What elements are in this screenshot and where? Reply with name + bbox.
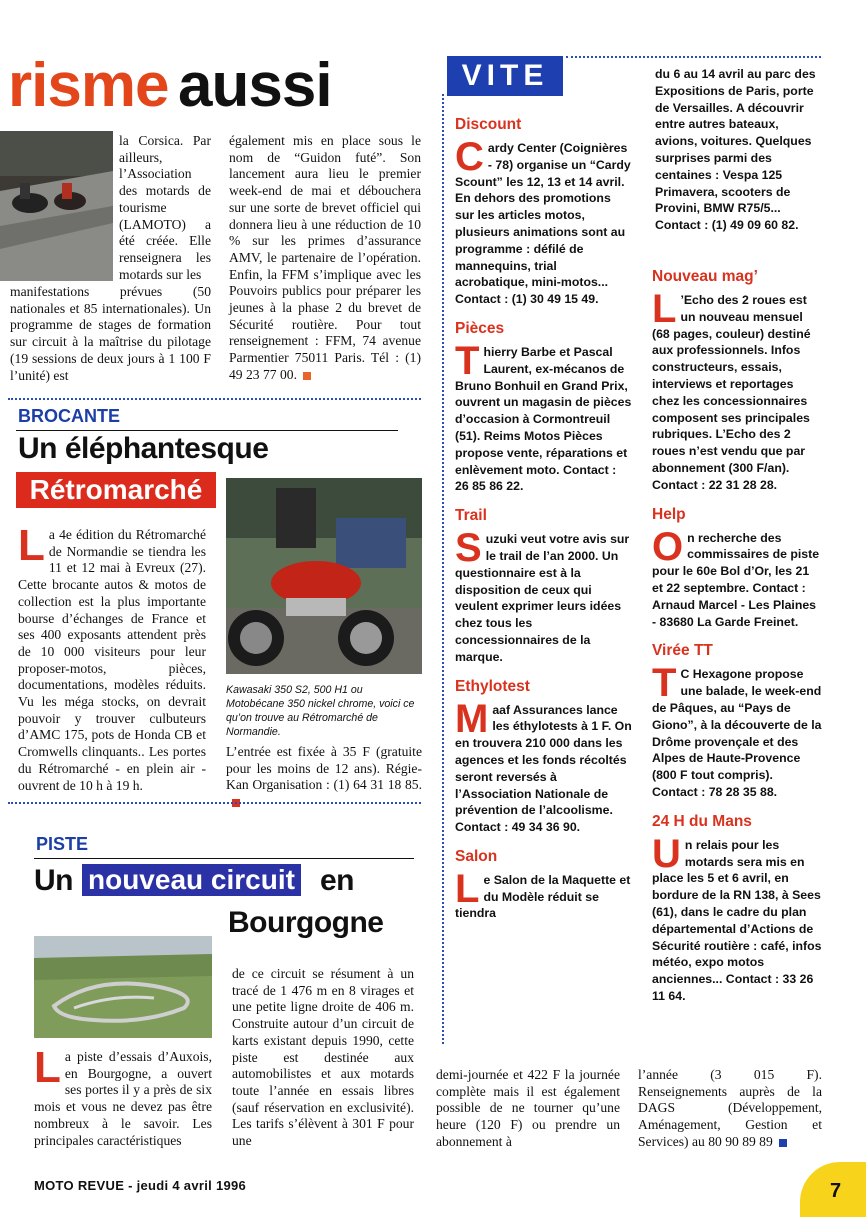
vite-brief-head: Trail [455,507,487,525]
vite-brief-dropcap: L [455,866,480,911]
vite-brief-text [652,524,822,631]
vite-brief-text [455,135,633,308]
piste-col4-text: l’année (3 015 F). Renseignements auprès de la DAGS (Développement, Aménagement, Gestion et Services) au 80 90 89 89 [638,1067,822,1149]
footer-left: MOTO REVUE - jeudi 4 avril 1996 [34,1178,247,1193]
vite-brief [455,848,633,922]
vite-brief [455,678,633,836]
vite-brief-dropcap: S [455,526,482,571]
brocante-after-caption [226,744,422,811]
bikers-photo [0,131,113,281]
brocante-rubric: BROCANTE [18,406,120,426]
brocante-dropcap: L [18,521,45,570]
tourisme-col2-text: également mis en place sous le nom de “Guidon futé”. Son lancement aura lieu le premier week-end de mai et débouchera sur une sorte de brevet officiel qui donnera lieu à une réduction de 10 % sur les primes d’assurance AMV, le partenaire de l’opération. Enfin, la FFM s’implique avec les Pouvoirs publics pour préparer les jeunes à la phase 2 du brevet de Sécurité routière. Pour tout renseignement : FFM, 74 avenue Parmentier 75011 Paris. Tél : (1) 49 23 77 00. [229,133,421,382]
vite-brief [652,268,822,494]
brocante-title: Un éléphantesque [18,432,269,465]
vite-left-border [442,94,444,1044]
vite-brief [652,642,822,800]
piste-col3: demi-journée et 422 F la journée complète mais il est également possible de ne tourner qu’une heure (120 F) ou prendre un abonnement à [436,1067,620,1149]
vite-brief-head: Nouveau mag’ [652,268,758,285]
brocante-rule [16,430,398,431]
piste-col1-text: a piste d’essais d’Auxois, en Bourgogne, a ouvert ses portes il y a près de six mois et vous ne devez pas être nombreux à le savoir. Les principales caractéristiques [34,1049,212,1148]
vite-brief-text [455,696,633,836]
piste-dropcap: L [34,1043,61,1092]
vite-brief-dropcap: M [455,696,489,741]
vite-brief-head: Salon [455,847,498,865]
vite-brief-body: uzuki veut votre avis sur le trail de l’an 2000. Un questionnaire est à la disposition de ceux qui veulent exprimer leurs idées chez tous les concessionnaires de la marque. [455,532,630,664]
end-mark-icon [303,372,311,380]
tourisme-col1-bottom: manifestations prévues (50 nationales et 85 internationales). Un programme de stages de formation sur circuit à la maîtrise du pilotage (19 sessions de deux jours à 1 100 F l’unité) est [10,284,211,383]
vite-brief-text [455,866,633,922]
piste-title-box: nouveau circuit [82,864,301,896]
piste-title-line2: Bourgogne [228,906,384,939]
piste-title-post: en [320,864,355,897]
vite-brief-dropcap: T [455,338,480,383]
brocante-body-text: a 4e édition du Rétromarché de Normandie se tiendra les 11 et 12 mai à Evreux (27). Cette brocante autos & motos de collection est la plus importante bourse d’échanges de France et ses 400 exposants attendent près de 10 000 visiteurs pour leur proposer-motos, pièces, documentations, modèles réduits. Vu les méga stocks, on devrait pouvoir y trouver culbuteurs d’AMC 175, pots de Honda CB et Cromwells clinquants.. Les portes du Rétromarché - en plein air - ouvrent de 10 h à 19 h. [18,527,206,793]
vite-brief-text [652,831,822,1005]
piste-col1 [34,1043,212,1149]
vite-brief-head: Ethylotest [455,677,530,695]
vite-brief-text [455,526,633,665]
vite-title: VITE [447,56,563,96]
piste-col4 [638,1067,822,1151]
vite-brief [455,507,633,665]
vite-brief [455,116,633,308]
page-number: 7 [830,1180,842,1202]
retromarche-photo [226,478,422,674]
vite-brief-head: 24 H du Mans [652,812,752,830]
vite-brief-body: ardy Center (Coignières - 78) organise un “Cardy Scount” les 12, 13 et 14 avril. En dehors des promotions sur les articles motos, plusieurs animations sont au programme : défilé de mannequins, trial acrobatique, mini-motos... Contact : (1) 30 49 15 49. [455,141,631,307]
retromarche-caption: Kawasaki 350 S2, 500 H1 ou Motobécane 350 nickel chrome, voici ce qu’on trouve au Rétromarché de Normandie. [226,684,415,738]
end-mark-icon [779,1139,787,1147]
headline-part2: aussi [178,51,332,120]
brocante-after-text: L’entrée est fixée à 35 F (gratuite pour les moins de 12 ans). Régie-Kan Organisation : (1) 64 31 18 85. [226,744,422,793]
vite-brief-body: n recherche des commissaires de piste pour le 60e Bol d’Or, les 21 et 22 septembre. Contact : Arnaud Marcel - Les Plaines - 83680 La Garde Freinet. [652,530,820,629]
vite-brief-dropcap: C [455,135,484,179]
section-divider [8,802,421,804]
vite-brief [652,813,822,1005]
vite-brief-text [652,661,822,800]
vite-brief-head: Pièces [455,319,505,337]
piste-rubric: PISTE [36,834,89,854]
piste-col2: de ce circuit se résument à un tracé de 1 476 m en 8 virages et une petite ligne droite de 406 m. Construite autour d’un circuit de karts existant depuis 1990, cette piste est destinée aux automobilistes et aux motards toute l’année en essais libres (sauf réservation en exclusivité). Les tarifs s’élèvent à 301 F pour une [232,966,414,1149]
vite-brief-body: e Salon de la Maquette et du Modèle réduit se tiendra [455,872,631,921]
vite-brief-dropcap: U [652,831,681,876]
tourisme-col1-top: la Corsica. Par ailleurs, l’Association des motards de tourisme (LAMOTO) a été créée. Elle renseignera les motards sur les [119,133,211,282]
vite-brief-text [455,338,633,495]
vite-brief-dropcap: L [652,287,677,331]
vite-top-border [566,56,821,58]
vite-brief [455,320,633,495]
vite-brief-dropcap: O [652,524,684,569]
vite-brief-body: n relais pour les motards sera mis en place les 5 et 6 avril, en bordure de la RN 138, à Sees (61), dans le cadre du plan départemental d’Actions de Sécurité routière : café, infos météo, expo motos anciennes... Contact : 33 26 11 64. [652,837,822,1003]
vite-brief-text [652,287,822,494]
brocante-box-title: Rétromarché [16,472,216,508]
circuit-photo [34,936,212,1038]
vite-col1 [455,116,633,934]
vite-brief-body: hierry Barbe et Pascal Laurent, ex-mécanos de Bruno Bonhuil en Grand Prix, ouvrent un magasin de pièces d’occasion à Cormontreuil (51). Reims Motos Pièces propose vente, réparations et enlèvement moto. Contact : 26 85 86 22. [455,344,632,494]
headline-part1: risme [8,51,169,120]
vite-brief-head: Virée TT [652,642,713,660]
brocante-body [18,521,206,794]
vite-brief-body: aaf Assurances lance les éthylotests à 1 F. On en trouvera 210 000 dans les agences et les fonds récoltés seront reversés à l’Association Nationale de prévention de l’alcoolisme. Contact : 49 34 36 90. [455,702,632,835]
vite-brief-head: Discount [455,116,522,133]
vite-brief-head: Help [652,505,686,523]
vite-col2-intro: du 6 au 14 avril au parc des Expositions de Paris, porte de Versailles. A découvrir entre autres bateaux, avions, voitures. Quelques surprises parmi des centaines : Vespa 125 Primavera, scooters de Provini, BMW R75/5... Contact : (1) 49 09 60 82. [655,67,816,233]
vite-brief-body: C Hexagone propose une balade, le week-end de Pâques, au “Pays de Giono”, à la découverte de la Drôme provençale et des Alpes de Haute-Provence (800 F tout compris). Contact : 78 28 35 88. [652,667,822,799]
vite-brief-body: ’Echo des 2 roues est un nouveau mensuel (68 pages, couleur) destiné aux professionnels. Infos constructeurs, essais, interviews et reportages chez les concessionnaires composent ses principales rubriques. L’Echo des 2 roues n’est vendu que par abonnement (300 F/an). Contact : 22 31 28 28. [652,293,811,492]
section-divider [8,398,421,400]
piste-title-pre: Un [34,864,73,897]
vite-col2 [652,268,822,1017]
piste-rule [34,858,414,859]
vite-brief [652,506,822,631]
vite-brief-dropcap: T [652,661,677,706]
tourisme-col2 [229,133,421,384]
